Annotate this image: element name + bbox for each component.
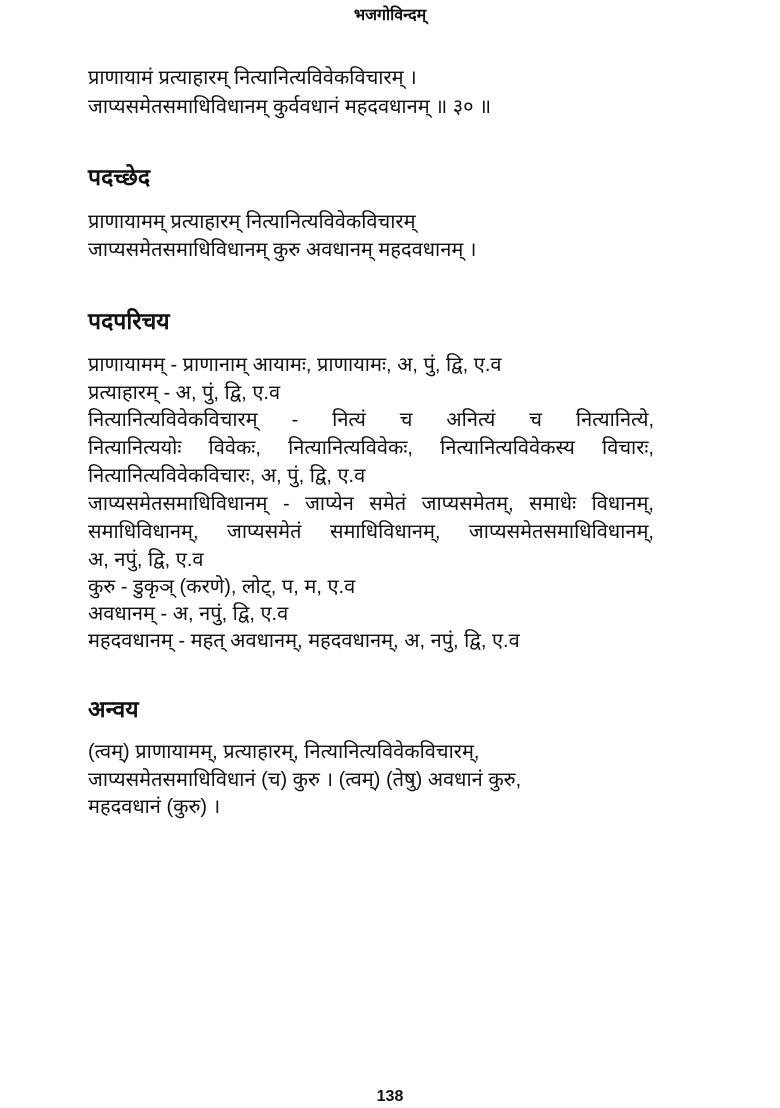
padaparichaya-line: अ, नपुं, द्वि, ए.व	[88, 549, 204, 571]
section-heading-padaparichaya: पदपरिचय	[88, 308, 170, 334]
padaparichaya-line: समाधिविधानम्, जाप्यसमेतं समाधिविधानम्, जाप्यसमेतसमाधिविधानम्,	[88, 521, 654, 543]
section-heading-anvaya: अन्वय	[88, 696, 139, 722]
padaparichaya-line: अवधानम् - अ, नपुं, द्वि, ए.व	[88, 603, 289, 625]
verse-line: प्राणायामं प्रत्याहारम् नित्यानित्यविवेकविचारम् ।	[88, 67, 417, 89]
padaparichaya-line: प्राणायामम् - प्राणानाम् आयामः, प्राणायामः, अ, पुं, द्वि, ए.व	[88, 354, 502, 376]
padaparichaya-line: महदवधानम् - महत् अवधानम्, महदवधानम्, अ, नपुं, द्वि, ए.व	[88, 630, 520, 652]
padaccheda-line: जाप्यसमेतसमाधिविधानम् कुरु अवधानम् महदवधानम् ।	[88, 239, 477, 261]
padaparichaya-line: नित्यानित्यविवेकविचारम् - नित्यं च अनित्यं च नित्यानित्ये,	[88, 409, 654, 431]
padaparichaya-line: कुरु - डुकृञ् (करणे), लोट्, प, म, ए.व	[88, 576, 356, 598]
anvaya-line: जाप्यसमेतसमाधिविधानं (च) कुरु । (त्वम्) (तेषु) अवधानं कुरु,	[88, 769, 522, 791]
section-heading-padaccheda: पदच्छेद	[88, 164, 151, 190]
page-number: 138	[376, 1088, 404, 1105]
padaparichaya-line: प्रत्याहारम् - अ, पुं, द्वि, ए.व	[88, 382, 281, 404]
anvaya-line: महदवधानं (कुरु) ।	[88, 796, 221, 818]
running-title: भजगोविन्दम्	[353, 7, 427, 24]
padaparichaya-line: नित्यानित्ययोः विवेकः, नित्यानित्यविवेकः, नित्यानित्यविवेकस्य विचारः,	[88, 437, 654, 459]
padaccheda-line: प्राणायामम् प्रत्याहारम् नित्यानित्यविवेकविचारम्	[88, 211, 416, 233]
padaparichaya-line: जाप्यसमेतसमाधिविधानम् - जाप्येन समेतं जाप्यसमेतम्, समाधेः विधानम्,	[88, 493, 654, 515]
verse-line: जाप्यसमेतसमाधिविधानम् कुर्ववधानं महदवधानम् ॥ ३० ॥	[88, 96, 492, 118]
padaparichaya-line: नित्यानित्यविवेकविचारः, अ, पुं, द्वि, ए.व	[88, 465, 366, 487]
anvaya-line: (त्वम्) प्राणायामम्, प्रत्याहारम्, नित्यानित्यविवेकविचारम्,	[88, 741, 480, 763]
